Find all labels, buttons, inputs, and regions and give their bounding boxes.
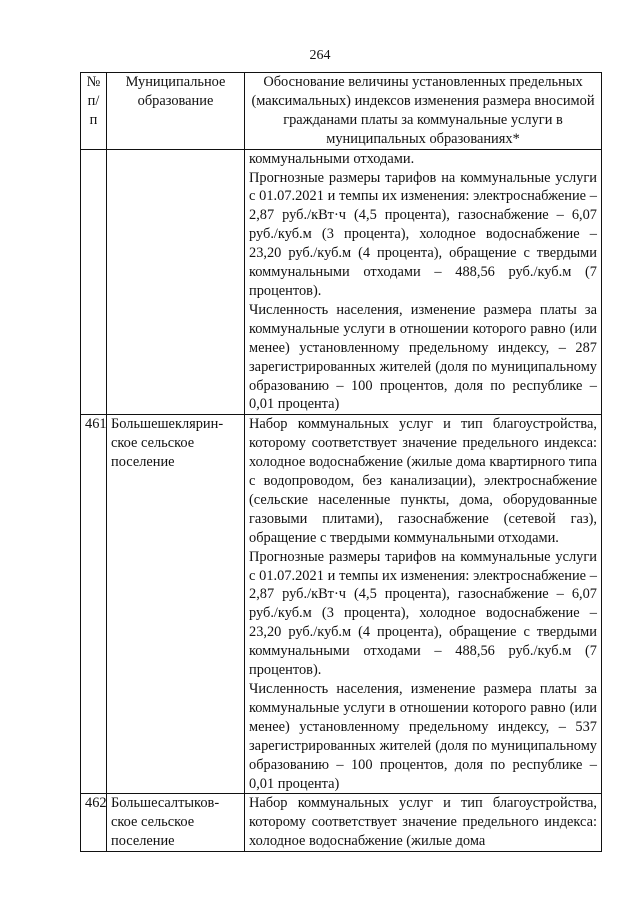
header-number: № п/п	[81, 73, 107, 150]
justification-paragraph: Набор коммунальных услуг и тип благоустройства, которому соответствует значение предельного индекса: холодное водоснабжение (жилые дома квартирного типа с водопроводом, без канализации), электроснабжение (сельские населенные пункты, дома, оборудованные газовыми плитами), газоснабжение (сетевой газ), обращение с твердыми коммунальными отходами.	[249, 416, 597, 546]
row-municipality: Большесалтыковское сельское поселение	[107, 794, 245, 852]
row-justification	[245, 149, 602, 415]
justification-paragraph: Численность населения, изменение размера платы за коммунальные услуги в отношении которого равно (или менее) установленному предельному индексу, – 537 зарегистрированных жителей (доля по муниципальному образованию – 100 процентов, доля по республике – 0,01 процента)	[249, 681, 597, 792]
justification-paragraph: коммунальными отходами.	[249, 150, 415, 167]
table-header-row	[81, 73, 602, 150]
row-municipality	[107, 149, 245, 415]
row-municipality: Большешекляринское сельское поселение	[107, 415, 245, 794]
table-row	[81, 415, 602, 794]
justification-paragraph: Набор коммунальных услуг и тип благоустройства, которому соответствует значение предельного индекса: холодное водоснабжение (жилые дома	[249, 795, 597, 850]
table-row	[81, 794, 602, 852]
justification-paragraph: Прогнозные размеры тарифов на коммунальные услуги с 01.07.2021 и темпы их изменения: электроснабжение – 2,87 руб./кВт·ч (4,5 процента), газоснабжение – 6,07 руб./куб.м (3 процента), холодное водоснабжение – 23,20 руб./куб.м (4 процента), обращение с твердыми коммунальными отходами – 488,56 руб./куб.м (7 процентов).	[249, 548, 597, 679]
table-row	[81, 149, 602, 415]
row-number	[81, 149, 107, 415]
header-justification: Обоснование величины установленных предельных (максимальных) индексов изменения размера вносимой гражданами платы за коммунальные услуги в муниципальных образованиях*	[245, 73, 602, 150]
justification-paragraph: Численность населения, изменение размера платы за коммунальные услуги в отношении которого равно (или менее) установленному предельному индексу, – 287 зарегистрированных жителей (доля по муниципальному образованию – 100 процентов, доля по республике – 0,01 процента)	[249, 301, 597, 413]
row-number: 462	[81, 794, 107, 852]
header-municipality: Муниципальное образование	[107, 73, 245, 150]
row-justification	[245, 794, 602, 852]
justification-paragraph: Прогнозные размеры тарифов на коммунальные услуги с 01.07.2021 и темпы их изменения: электроснабжение – 2,87 руб./кВт·ч (4,5 процента), газоснабжение – 6,07 руб./куб.м (3 процента), холодное водоснабжение – 23,20 руб./куб.м (4 процента), обращение с твердыми коммунальными отходами – 488,56 руб./куб.м (7 процентов).	[249, 169, 597, 299]
row-justification	[245, 415, 602, 794]
page-number: 264	[309, 48, 331, 63]
row-number: 461	[81, 415, 107, 794]
tariff-table	[80, 72, 602, 852]
